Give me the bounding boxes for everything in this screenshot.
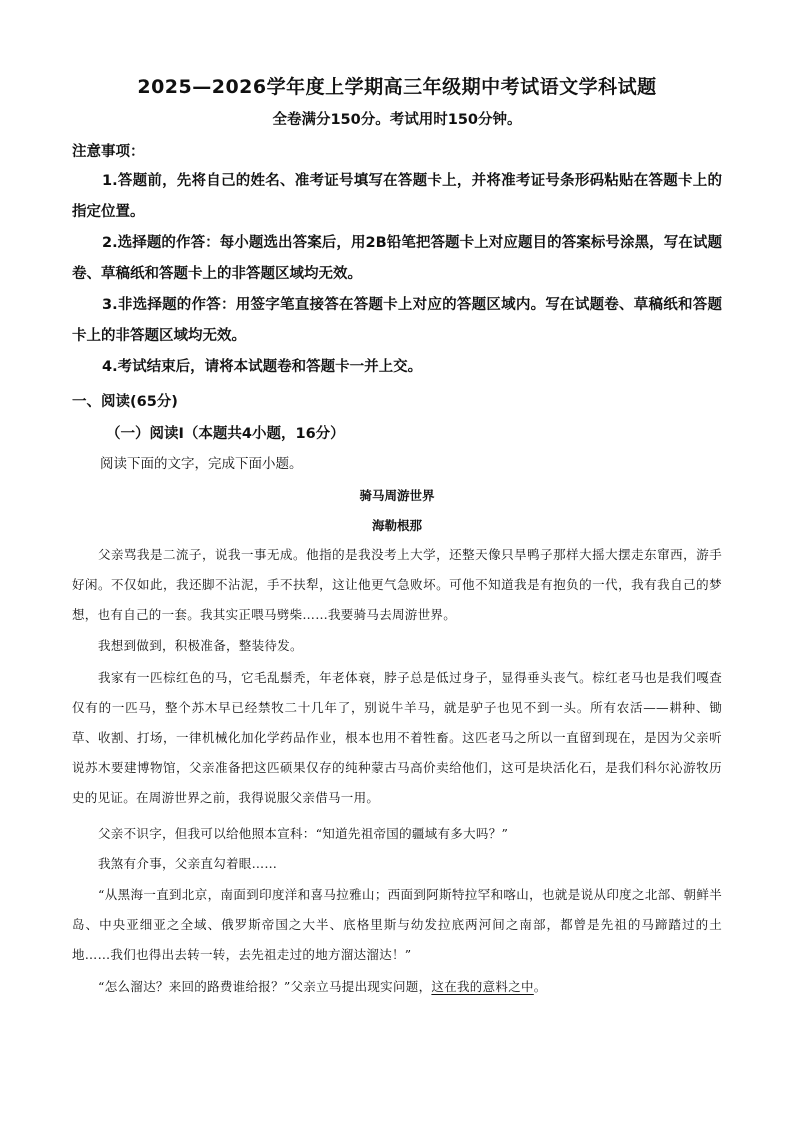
article-paragraph-3: 我家有一匹棕红色的马，它毛乱鬃秃，年老体衰，脖子总是低过身子，显得垂头丧气。棕红老马也是我们嘎查仅有的一匹马，整个苏木早已经禁牧二十几年了，别说牛羊马，就是驴子也见不到一头。所有农活——耕种、锄草、收割、打场，一律机械化加化学药品作业，根本也用不着牲畜。这匹老马之所以一直留到现在，是因为父亲听说苏木要建博物馆，父亲准备把这匹硕果仅存的纯种蒙古马高价卖给他们，这可是块活化石，是我们科尔沁游牧历史的见证。在周游世界之前，我得说服父亲借马一用。 bbox=[72, 670, 722, 805]
article-paragraph-7 bbox=[72, 972, 722, 1002]
paragraph-end: 。 bbox=[533, 979, 547, 994]
underlined-phrase: 这在我的意料之中 bbox=[431, 979, 534, 994]
reading-instruction: 阅读下面的文字，完成下面小题。 bbox=[100, 456, 303, 472]
article-paragraph-2: 我想到做到，积极准备，整装待发。 bbox=[98, 638, 303, 653]
article-paragraph-4: 父亲不识字，但我可以给他照本宣科：“知道先祖帝国的疆域有多大吗？” bbox=[98, 826, 509, 841]
note-item-1: 1.答题前，先将自己的姓名、准考证号填写在答题卡上，并将准考证号条形码粘贴在答题卡上的指定位置。 bbox=[72, 173, 722, 220]
article-title: 骑马周游世界 bbox=[359, 488, 435, 503]
article-paragraph-5: 我煞有介事，父亲直勾着眼…… bbox=[98, 856, 278, 871]
notes-heading: 注意事项： bbox=[72, 144, 145, 160]
note-item-2: 2.选择题的作答：每小题选出答案后，用2B铅笔把答题卡上对应题目的答案标号涂黑，写在试题卷、草稿纸和答题卡上的非答题区域均无效。 bbox=[72, 235, 722, 282]
article-paragraph-6: “从黑海一直到北京，南面到印度洋和喜马拉雅山；西面到阿斯特拉罕和喀山，也就是说从印度之北部、朝鲜半岛、中央亚细亚之全域、俄罗斯帝国之大半、底格里斯与幼发拉底两河间之南部，都曾是先祖的马蹄踏过的土地……我们也得出去转一转，去先祖走过的地方溜达溜达！” bbox=[72, 887, 722, 962]
exam-subtitle: 全卷满分150分。考试用时150分钟。 bbox=[272, 112, 522, 128]
note-item-4: 4.考试结束后，请将本试题卷和答题卡一并上交。 bbox=[102, 359, 423, 375]
article-paragraph-1: 父亲骂我是二流子，说我一事无成。他指的是我没考上大学，还整天像只旱鸭子那样大摇大摆走东窜西，游手好闲。不仅如此，我还脚不沾泥，手不扶犁，这让他更气急败坏。可他不知道我是有抱负的一代，我有我自己的梦想，也有自己的一套。我其实正喂马劈柴……我要骑马去周游世界。 bbox=[72, 547, 722, 622]
section-heading: 一、阅读(65分) bbox=[72, 394, 178, 410]
note-item-3: 3.非选择题的作答：用签字笔直接答在答题卡上对应的答题区域内。写在试题卷、草稿纸和答题卡上的非答题区域均无效。 bbox=[72, 297, 722, 344]
exam-title: 2025—2026学年度上学期高三年级期中考试语文学科试题 bbox=[137, 76, 657, 98]
paragraph-text: “怎么溜达？来回的路费谁给报？”父亲立马提出现实问题， bbox=[98, 979, 432, 994]
article-author: 海勒根那 bbox=[371, 518, 422, 533]
subsection-heading: （一）阅读Ⅰ（本题共4小题，16分） bbox=[106, 426, 345, 442]
